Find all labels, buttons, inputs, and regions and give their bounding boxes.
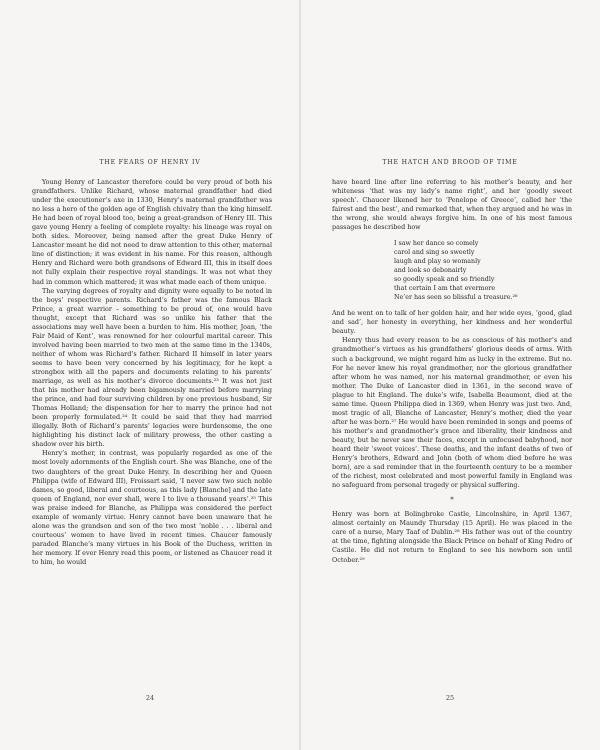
poem-line: laugh and play so womanly (394, 258, 481, 266)
paragraph: Henry’s mother, in contrast, was popularly regarded as one of the most lovely adornments of the English court. She was Blanche, one of the two daughters of the great Duke Henry. In describing her and Queen Philippa (wife of Edward III), Froissart said, ‘I never saw two such noble dames, so good, liberal and courteous, as this lady [Blanche] and the late queen of England, nor ever shall, were I to live a thousand years’.²⁵ This was praise indeed for Blanche, as Philippa was considered the perfect example of womanly virtue. Henry cannot have been unaware that he alone was the grandson and son of the two most ‘noble . . . liberal and courteous’ women to have lived in recent times. Chaucer famously paraded Blanche’s many virtues in his Book of the Duchess, written in her memory. If ever Henry read this poem, or listened as Chaucer read it to him, he would (32, 449, 272, 566)
poem-line: so goodly speak and so friendly (394, 276, 495, 284)
paragraph: And he went on to talk of her golden hair, and her wide eyes, ‘good, glad and sad’, her honesty in everything, her kindness and her wonderful beauty. (332, 309, 572, 336)
right-page (300, 0, 600, 750)
paragraph: Henry thus had every reason to be as conscious of his mother’s and grandmother’s virtues as his grandfathers’ glorious deeds of arms. With such a background, we might regard him as lucky in the extreme. But no. For he never knew his royal grandmother, nor the glorious grandfather after whom he was named, nor his maternal grandmother, or even his mother. The Duke of Lancaster died in 1361, in the second wave of plague to hit England. The duke’s wife, Isabella Beaumont, died at the same time. Queen Philippa died in 1369, when Henry was just two. And, most tragic of all, Blanche of Lancaster, Henry’s mother, died the year after he was born.²⁷ He would have been reminded in songs and poems of his mother’s and grandmother’s grace and liberality, their kindness and beauty, but he never saw their faces, except in unfocused babyhood, nor heard their ‘sweet voices’. These deaths, and the infant deaths of two of Henry’s brothers, Edward and John (both of whom died before he was born), are a sad reminder that in the fourteenth century to be a member of the richest, most celebrated and most powerful family in England was no safeguard from personal tragedy or physical suffering. (332, 336, 572, 490)
section-break: * (450, 496, 454, 505)
running-head: THE FEARS OF HENRY IV (99, 159, 201, 166)
body-text (32, 178, 272, 567)
poem-line: I saw her dance so comely (394, 240, 479, 248)
paragraph: have heard line after line referring to his mother’s beauty, and her whiteness ‘that was my lady’s name right’, and her ‘goodly sweet speech’. Chaucer likened her to ‘Penelope of Greece’, called her ‘the fairest and the best’, and remarked that, when they argued and he was in the wrong, she would always forgive him. In one of his most famous passages he described how (332, 178, 572, 232)
running-head: THE HATCH AND BROOD OF TIME (382, 159, 518, 166)
poem-line: carol and sing so sweetly (394, 249, 475, 257)
poem-line: that certain I am that evermore (394, 285, 496, 293)
paragraph: Henry was born at Bolingbroke Castle, Lincolnshire, in April 1367, almost certainly on Maundy Thursday (15 April). He was placed in the care of a nurse, Mary Taaf of Dublin.²⁸ His father was out of the country at the time, fighting alongside the Black Prince on behalf of King Pedro of Castile. He did not return to England to see his newborn son until October.²⁹ (332, 510, 572, 564)
poem-line: Ne’er has seen so blissful a treasure.²⁶ (394, 294, 518, 302)
page-number: 25 (445, 694, 455, 702)
paragraph: The varying degrees of royalty and dignity were equally to be noted in the boys’ respective parents. Richard’s father was the famous Black Prince, a great warrior – something to be proud of, one would have thought, except that Richard was so unlike his father that the associations may well have been a burden to him. His mother, Joan, ‘the Fair Maid of Kent’, was renowned for her colourful marital career. This involved having been married to two men at the same time in the 1340s, neither of whom was Richard’s father. Richard II himself in later years seems to have been very concerned by his legitimacy, for he kept a strongbox with all the papers and documents relating to his parents’ marriage, as well as his mother’s divorce documents.²³ It was not just that his mother had already been bigamously married before marrying the prince, and had four surviving children by one previous husband, Sir Thomas Holland; the dispensation for her to marry the prince had not been properly formulated.²⁴ It could be said that they had married illegally. Both of Richard’s parents’ legacies were burdensome, the one highlighting his distinct lack of military prowess, the other casting a shadow over his birth. (32, 286, 272, 449)
poem-line: and look so debonairly (394, 267, 467, 275)
poem-quote (394, 239, 572, 302)
body-text (332, 178, 572, 565)
paragraph: Young Henry of Lancaster therefore could be very proud of both his grandfathers. Unlike Richard, whose maternal grandfather had died under the executioner’s axe in 1330, Henry’s maternal grandfather was no less a hero of the golden age of English chivalry than the king himself. He had been of royal blood too, being a great-grandson of Henry III. This gave young Henry a feeling of complete royalty: his lineage was royal on both sides. Moreover, being named after the great Duke Henry of Lancaster meant he did not need to draw attention to this other, maternal line of distinction; it was evident in his name. For this reason, although Henry and Richard were both grandsons of Edward III, this in itself does not fully explain their respective royal standings. It was not what they had in common which mattered; it was what made each of them unique. (32, 178, 273, 286)
page-number: 24 (145, 694, 155, 702)
